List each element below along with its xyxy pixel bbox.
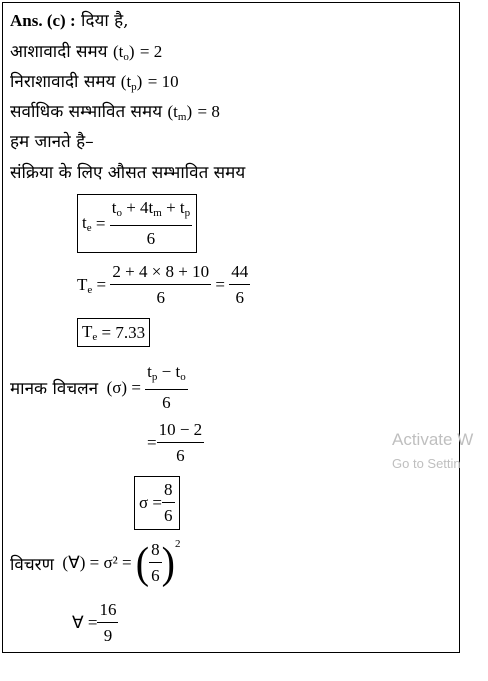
- te-result-value: = 7.33: [101, 322, 146, 342]
- most-likely-label: सर्वाधिक सम्भावित समय: [10, 102, 163, 122]
- std-dev-step-denominator: 6: [176, 446, 185, 465]
- left-paren: (: [135, 537, 150, 588]
- activate-watermark-line1: Activate W: [392, 430, 474, 449]
- pessimistic-time-line: [10, 71, 179, 98]
- we-know-text: हम जानते है–: [10, 132, 94, 152]
- te-lhs: $t_e$: [82, 213, 92, 234]
- std-dev-result-box: [134, 476, 180, 530]
- variance-result-lhs: ∀ =: [72, 613, 98, 632]
- variance-exponent: 2: [174, 538, 181, 550]
- std-dev-result: [134, 476, 180, 530]
- variance-result: [72, 600, 118, 646]
- pessimistic-value: = 10: [147, 72, 179, 91]
- Te-fraction-1: [110, 262, 211, 308]
- Te-lhs: $T_e$: [77, 274, 93, 296]
- pessimistic-symbol: $(t_p)$: [120, 72, 143, 93]
- te-numerator: $t_o + 4t_m + t_p$: [110, 198, 192, 226]
- variance-result-denominator: 9: [103, 626, 113, 645]
- variance-fraction: [149, 540, 162, 586]
- std-dev-step-equals: =: [147, 433, 157, 452]
- te-result: [77, 318, 150, 347]
- variance-line: [10, 537, 181, 588]
- Te-equals-1: =: [96, 275, 107, 294]
- Te-denominator-1: 6: [156, 288, 165, 307]
- Te-denominator-2: 6: [235, 288, 244, 307]
- te-equals: =: [95, 213, 106, 233]
- std-dev-line: [10, 362, 188, 413]
- most-likely-time-line: [10, 101, 220, 128]
- std-dev-step-numerator: 10 − 2: [157, 420, 205, 443]
- te-formula: [77, 194, 197, 253]
- given-label: दिया है,: [81, 11, 129, 31]
- answer-header: [10, 10, 129, 32]
- variance-symbol: (∀) = σ² =: [62, 553, 132, 572]
- activate-watermark-line2: Go to Settin: [392, 456, 461, 471]
- Te-numerator-2: 44: [229, 262, 250, 285]
- std-dev-symbol: (σ) =: [106, 377, 141, 397]
- std-dev-result-lhs: σ =: [139, 493, 163, 512]
- te-formula-box: [77, 194, 197, 253]
- optimistic-time-line: [10, 41, 162, 68]
- optimistic-label: आशावादी समय: [10, 42, 108, 62]
- variance-denominator: 6: [151, 566, 160, 585]
- std-dev-result-numerator: 8: [162, 480, 175, 503]
- std-dev-label: मानक विचलन: [10, 379, 99, 399]
- std-dev-fraction: [145, 362, 188, 413]
- optimistic-value: = 2: [139, 42, 163, 61]
- Te-fraction-2: [229, 262, 250, 308]
- variance-numerator: 8: [149, 540, 162, 563]
- answer-label: Ans. (c) :: [10, 11, 76, 30]
- optimistic-symbol: $(t_o)$: [112, 42, 135, 63]
- std-dev-numerator: $t_p - t_o$: [145, 362, 188, 390]
- Te-equals-2: =: [215, 275, 225, 294]
- average-time-label: संक्रिया के लिए औसत सम्भावित समय: [10, 163, 246, 183]
- pessimistic-label: निराशावादी समय: [10, 72, 116, 92]
- std-dev-step-fraction: [157, 420, 205, 466]
- std-dev-result-fraction: [162, 480, 175, 526]
- variance-label: विचरण: [10, 554, 54, 575]
- te-denominator: 6: [146, 229, 156, 248]
- std-dev-denominator: 6: [162, 393, 171, 412]
- te-result-box: $T_e$ = 7.33: [77, 318, 150, 347]
- te-calculation: [77, 262, 250, 308]
- std-dev-step: [147, 420, 204, 466]
- variance-result-numerator: 16: [97, 600, 118, 623]
- variance-result-fraction: [97, 600, 118, 646]
- right-paren: ): [161, 537, 175, 588]
- Te-numerator-1: 2 + 4 × 8 + 10: [110, 262, 211, 285]
- most-likely-value: = 8: [197, 102, 220, 121]
- std-dev-result-denominator: 6: [164, 506, 173, 525]
- most-likely-symbol: $(t_m)$: [167, 102, 193, 123]
- te-fraction: [110, 198, 192, 249]
